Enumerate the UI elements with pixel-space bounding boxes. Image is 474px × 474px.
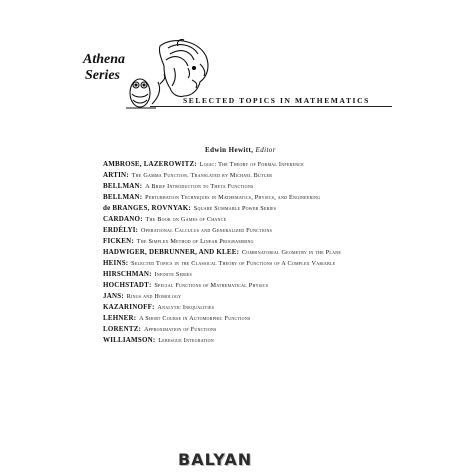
book-title: Analytic Inequalities <box>157 304 215 311</box>
book-title: Special Functions of Mathematical Physics <box>154 282 269 289</box>
book-title: Operational Calculus and Generalized Functions <box>141 227 273 234</box>
book-entry: BELLMAN : A Brief Introduction to Theta Functions <box>103 182 254 190</box>
owl-icon <box>126 74 165 108</box>
book-title: A Short Course in Automorphic Functions <box>139 315 251 322</box>
book-entry: FICKEN : The Simplex Method of Linear Programming <box>103 237 254 245</box>
editor-credit <box>205 146 276 154</box>
book-entry: CARDANO : The Book on Games of Chance <box>103 215 227 223</box>
book-author: HOCHSTADT <box>103 281 150 289</box>
book-entry: de BRANGES, ROVNYAK : Square Summable Power Series <box>103 204 277 212</box>
series-title-line1: Athena <box>83 52 126 67</box>
book-author: HADWIGER, DEBRUNNER, AND KLEE <box>103 248 237 256</box>
book-title: Logic: The Theory of Formal Inference <box>199 161 304 168</box>
book-title: Perturbation Techniques in Mathematics, Physics, and Engineering <box>145 194 321 201</box>
book-title: A Brief Introduction to Theta Functions <box>145 183 254 190</box>
book-entry: AMBROSE, LAZEROWITZ : Logic: The Theory of Formal Inference <box>103 160 304 168</box>
book-title: Square Summable Power Series <box>193 205 277 212</box>
book-title: Rings and Homology <box>126 293 182 300</box>
book-author: HIRSCHMAN <box>103 270 150 278</box>
book-author: LEHNER <box>103 314 134 322</box>
book-author: HEINS <box>103 259 126 267</box>
book-entry: KAZARINOFF : Analytic Inequalities <box>103 303 215 311</box>
book-entry: BELLMAN : Perturbation Techniques in Mathematics, Physics, and Engineering <box>103 193 321 201</box>
book-entry: ARTIN : The Gamma Function. Translated by Michael Butler <box>103 171 273 179</box>
book-author: LORENTZ <box>103 325 139 333</box>
book-title: The Book on Games of Chance <box>145 216 227 223</box>
book-entry: ERDÉLYI : Operational Calculus and Generalized Functions <box>103 226 273 234</box>
book-author: BELLMAN <box>103 182 140 190</box>
book-entry: HEINS : Selected Topics in the Classical Theory of Functions of A Complex Variable <box>103 259 336 267</box>
watermark-text: BALYAN <box>178 450 253 469</box>
book-author: FICKEN <box>103 237 132 245</box>
book-entry: WILLIAMSON : Lebesgue Integration <box>103 336 214 344</box>
series-subtitle: SELECTED TOPICS IN MATHEMATICS <box>183 96 370 105</box>
series-title-line2: Series <box>85 68 120 83</box>
book-entry: LORENTZ : Approximation of Functions <box>103 325 217 333</box>
book-author: WILLIAMSON <box>103 336 153 344</box>
book-author: de BRANGES, ROVNYAK <box>103 204 189 212</box>
editor-name: Edwin Hewitt, <box>205 146 254 154</box>
subtitle-rule <box>150 106 392 107</box>
book-title: Combinatorial Geometry in the Plane <box>241 249 342 256</box>
book-title: The Simplex Method of Linear Programming <box>136 238 254 245</box>
book-entry: JANS : Rings and Homology <box>103 292 182 300</box>
book-author: BELLMAN <box>103 193 140 201</box>
watermark-logo <box>178 450 252 469</box>
book-author: JANS <box>103 292 122 300</box>
editor-role: Editor <box>255 146 276 154</box>
book-author: AMBROSE, LAZEROWITZ <box>103 160 195 168</box>
book-author: CARDANO <box>103 215 141 223</box>
book-title: Lebesgue Integration <box>158 337 214 344</box>
book-list <box>103 160 393 347</box>
book-title: Approximation of Functions <box>143 326 217 333</box>
book-author: KAZARINOFF <box>103 303 153 311</box>
book-title: The Gamma Function. Translated by Michael Butler <box>131 172 273 179</box>
book-entry: HOCHSTADT : Special Functions of Mathematical Physics <box>103 281 269 289</box>
book-title: Infinite Series <box>154 271 192 278</box>
book-entry: HIRSCHMAN : Infinite Series <box>103 270 192 278</box>
athena-head-icon <box>159 39 208 96</box>
book-title: Selected Topics in the Classical Theory of Functions of A Complex Variable <box>131 260 336 267</box>
book-author: ARTIN <box>103 171 127 179</box>
book-entry: LEHNER : A Short Course in Automorphic Functions <box>103 314 251 322</box>
book-entry: HADWIGER, DEBRUNNER, AND KLEE : Combinatorial Geometry in the Plane <box>103 248 342 256</box>
book-author: ERDÉLYI <box>103 226 136 234</box>
